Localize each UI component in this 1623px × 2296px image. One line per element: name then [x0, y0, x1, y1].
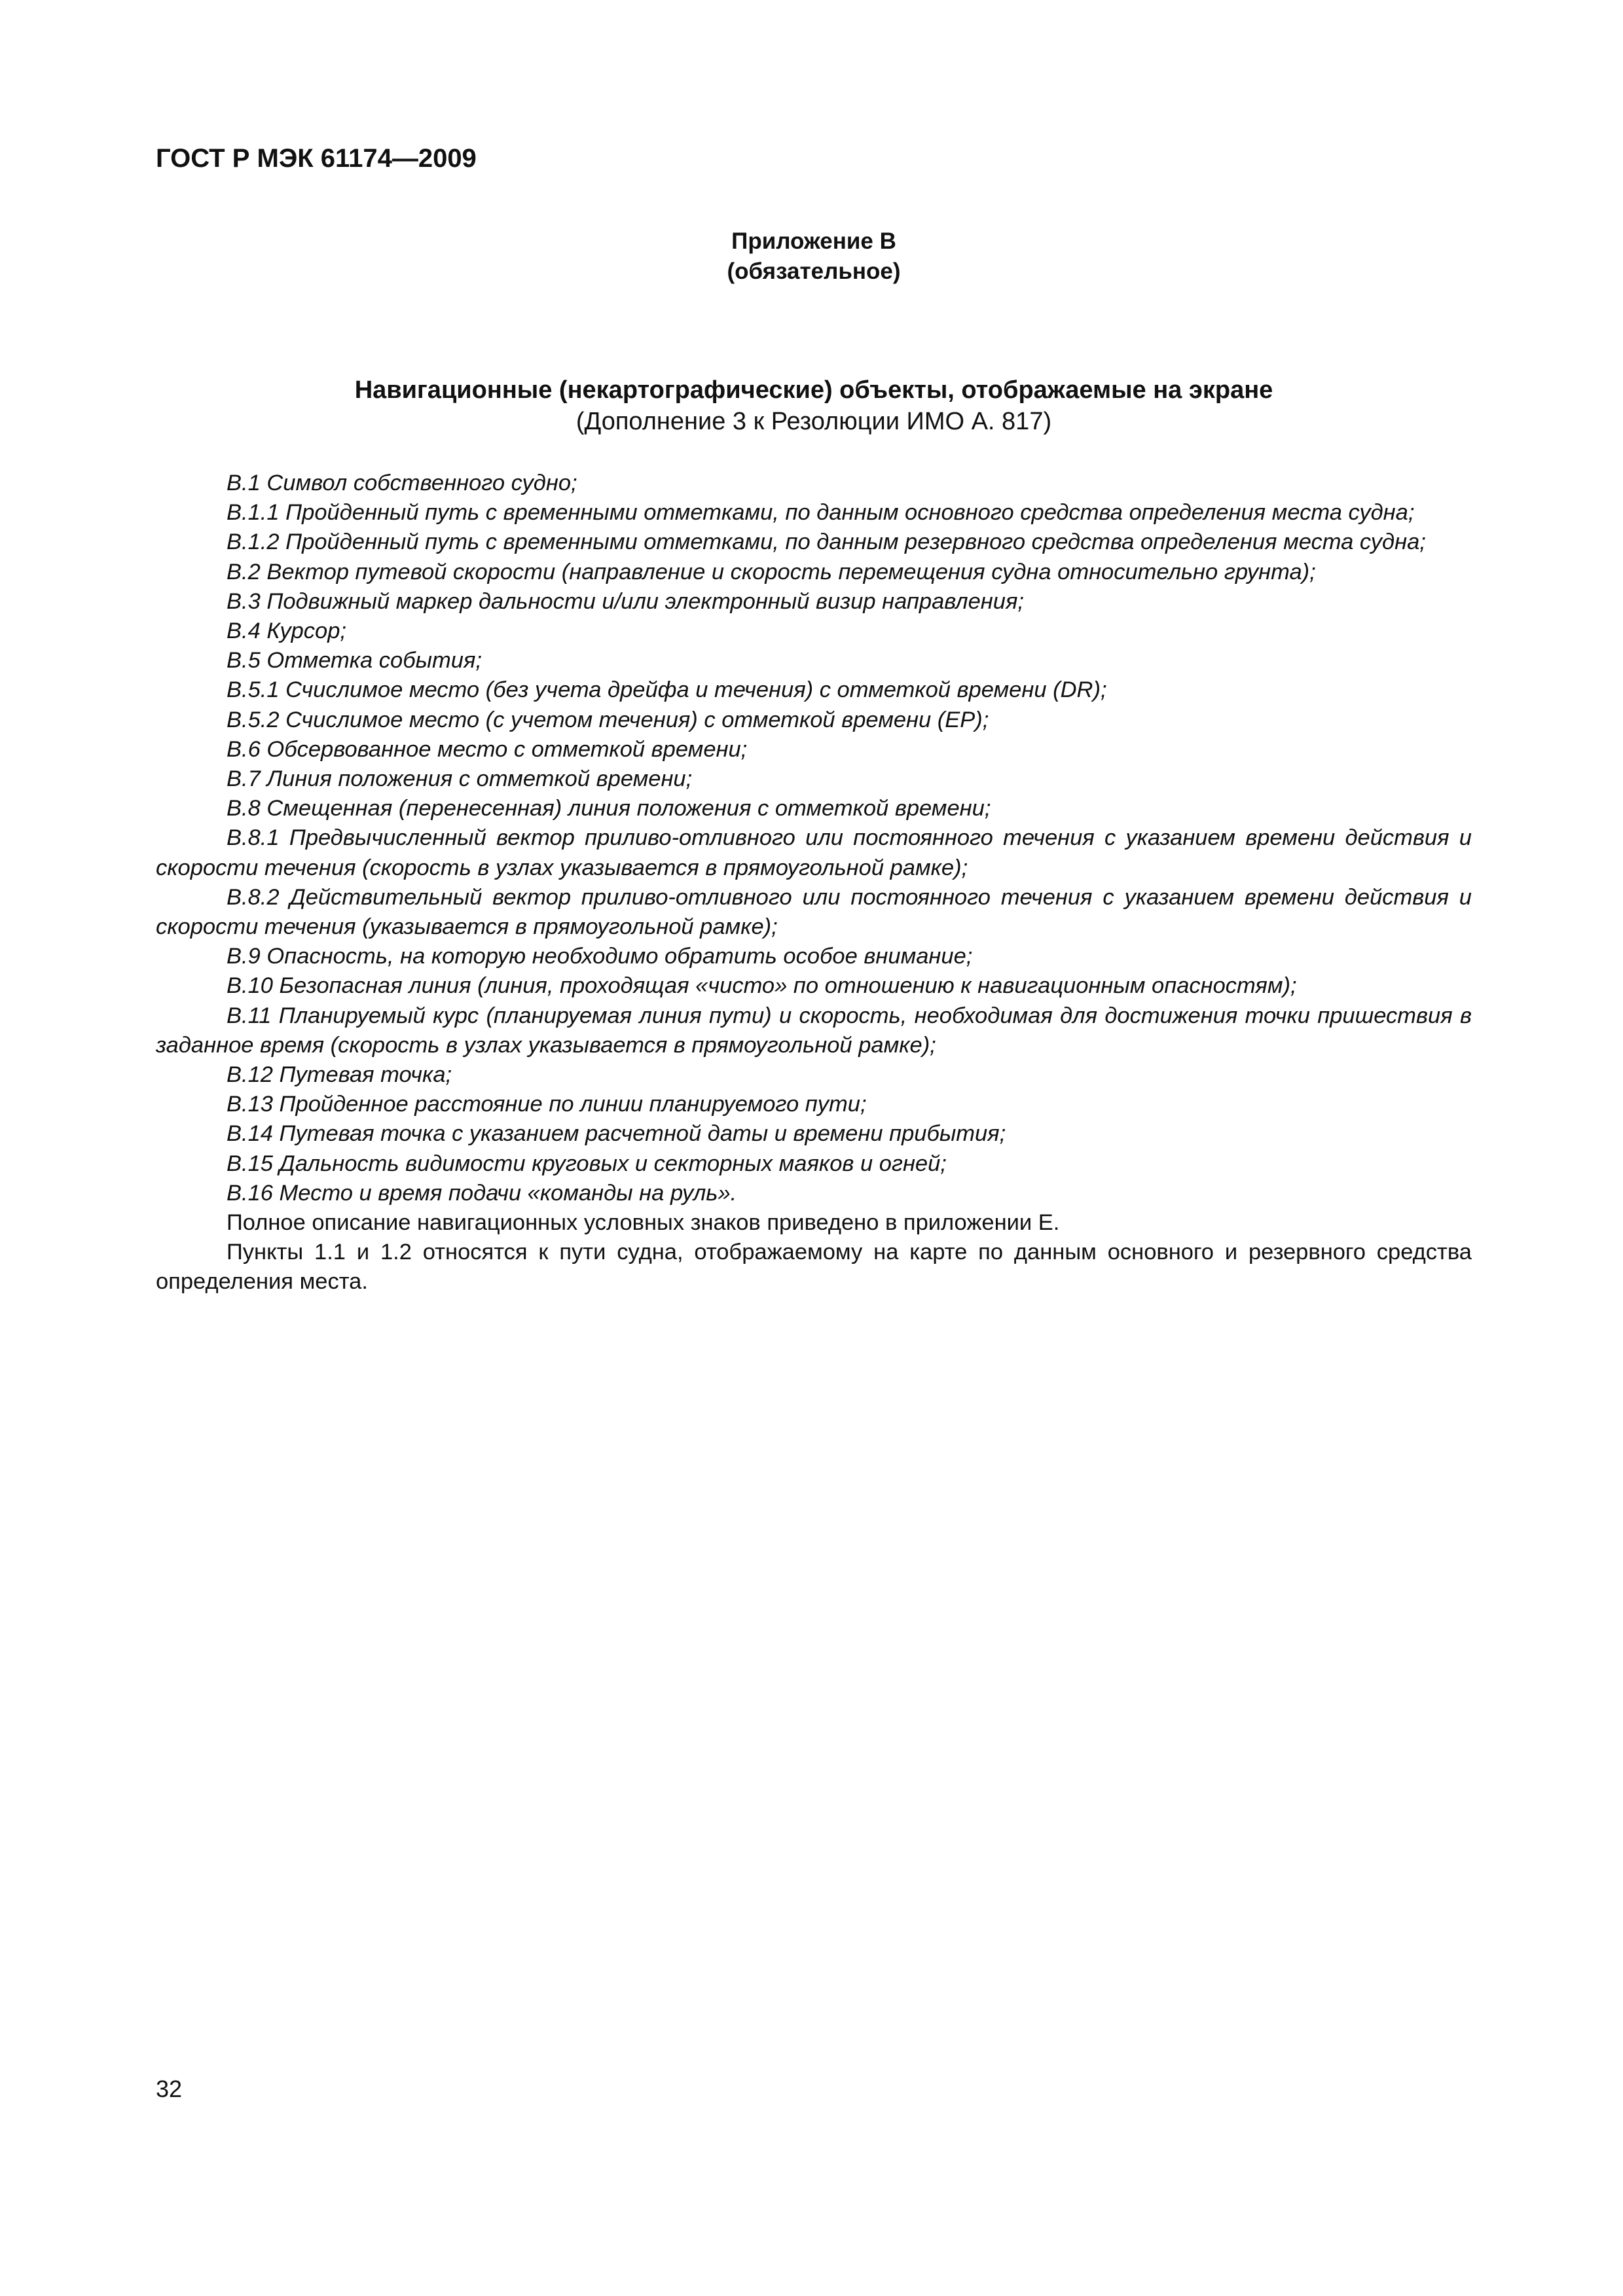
list-item: В.2 Вектор путевой скорости (направление и скорость перемещения судна относительно грунта); — [227, 559, 1316, 584]
list-item: В.1.1 Пройденный путь с временными отметками, по данным основного средства определения места судна; — [227, 500, 1415, 526]
title-main: Навигационные (некартографические) объекты, отображаемые на экране — [354, 376, 1273, 404]
list-item: В.7 Линия положения с отметкой времени; — [227, 766, 693, 792]
list-item: В.9 Опасность, на которую необходимо обратить особое внимание; — [227, 944, 973, 969]
page-number: 32 — [156, 2075, 183, 2102]
list-item: В.13 Пройденное расстояние по линии планируемого пути; — [227, 1092, 867, 1117]
list-item: В.4 Курсор; — [227, 619, 346, 644]
list-item: В.1 Символ собственного судно; — [227, 471, 577, 495]
list-item: В.16 Место и время подачи «команды на руль». — [227, 1180, 737, 1206]
annex-status: (обязательное) — [727, 259, 901, 284]
list-item: В.14 Путевая точка с указанием расчетной даты и времени прибытия; — [227, 1121, 1006, 1147]
list-item: В.8.2 Действительный вектор приливо-отливного или постоянного течения с указанием времени действия и скорости течения (указывается в прямоугольной рамке); — [156, 884, 1472, 940]
document-body — [156, 469, 1472, 1297]
document-code: ГОСТ Р МЭК 61174—2009 — [156, 144, 477, 173]
list-item: В.5.1 Счислимое место (без учета дрейфа и течения) с отметкой времени (DR); — [227, 677, 1107, 703]
list-item: В.3 Подвижный маркер дальности и/или электронный визир направления; — [227, 588, 1024, 614]
list-item: В.15 Дальность видимости круговых и секторных маяков и огней; — [227, 1151, 947, 1176]
note-paragraph: Пункты 1.1 и 1.2 относятся к пути судна, отображаемому на карте по данным основного и резервного средства определения места. — [156, 1240, 1472, 1295]
list-item: В.12 Путевая точка; — [227, 1062, 452, 1088]
title-subtitle: (Дополнение 3 к Резолюции ИМО А. 817) — [575, 408, 1052, 435]
list-item: В.8.1 Предвычисленный вектор приливо-отливного или постоянного течения с указанием времени действия и скорости течения (скорость в узлах указывается в прямоугольной рамке); — [156, 825, 1472, 880]
list-item: В.5 Отметка события; — [227, 648, 482, 673]
note-paragraph: Полное описание навигационных условных знаков приведено в приложении Е. — [227, 1210, 1060, 1236]
annex-heading — [156, 226, 1472, 287]
list-item: В.1.2 Пройденный путь с временными отметками, по данным резервного средства определения места судна; — [227, 529, 1426, 555]
list-item: В.11 Планируемый курс (планируемая линия пути) и скорость, необходимая для достижения точки пришествия в заданное время (скорость в узлах указывается в прямоугольной рамке); — [156, 1003, 1472, 1058]
list-item: В.6 Обсервованное место с отметкой времени; — [227, 736, 748, 762]
list-item: В.10 Безопасная линия (линия, проходящая «чисто» по отношению к навигационным опасностям); — [227, 973, 1297, 999]
list-item: В.5.2 Счислимое место (с учетом течения) с отметкой времени (EP); — [227, 707, 989, 732]
section-title — [156, 374, 1472, 437]
list-item: В.8 Смещенная (перенесенная) линия положения с отметкой времени; — [227, 796, 991, 821]
annex-label: Приложение В — [731, 228, 896, 254]
